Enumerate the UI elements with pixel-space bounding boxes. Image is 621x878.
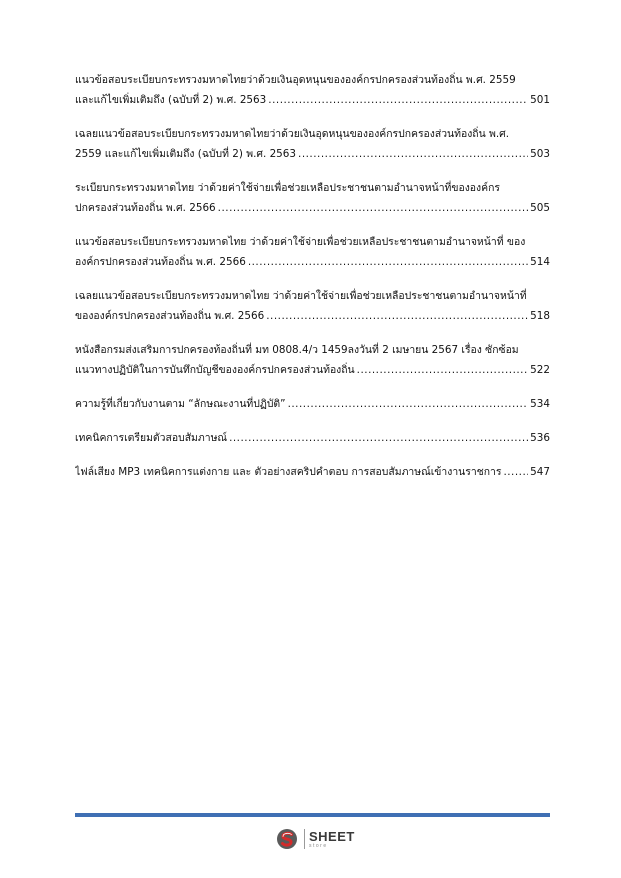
logo-separator (304, 829, 305, 849)
toc-entry[interactable] (75, 124, 550, 164)
toc-entry-title-line: เฉลยแนวข้อสอบระเบียบกระทรวงมหาดไทยว่าด้วยเงินอุดหนุนขององค์กรปกครองส่วนท้องถิ่น พ.ศ. (75, 128, 510, 140)
toc-entry-title-continuation: องค์กรปกครองส่วนท้องถิ่น พ.ศ. 2566 (75, 256, 246, 268)
toc-page-number: 536 (530, 432, 550, 444)
table-of-contents (75, 70, 550, 496)
toc-page-number: 522 (530, 364, 550, 376)
logo-text (309, 830, 355, 849)
toc-entry-title: ไฟล์เสียง MP3 เทคนิคการแต่งกาย และ ตัวอย่างสคริปคำตอบ การสอบสัมภาษณ์เข้างานราชการ (75, 466, 502, 478)
toc-entry[interactable] (75, 428, 550, 448)
toc-entry[interactable] (75, 232, 550, 272)
toc-entry[interactable] (75, 340, 550, 380)
dot-leader (357, 360, 529, 380)
toc-entry-title-line: แนวข้อสอบระเบียบกระทรวงมหาดไทย ว่าด้วยค่าใช้จ่ายเพื่อช่วยเหลือประชาชนตามอำนาจหน้าที่ ของ (75, 236, 526, 248)
toc-entry[interactable] (75, 462, 550, 482)
dot-leader (298, 144, 528, 164)
logo-wordmark: SHEET (309, 828, 355, 844)
toc-entry-title-continuation: และแก้ไขเพิ่มเติมถึง (ฉบับที่ 2) พ.ศ. 2563 (75, 94, 267, 106)
toc-page-number: 505 (530, 202, 550, 214)
toc-entry-title: ความรู้ที่เกี่ยวกับงานตาม “ลักษณะงานที่ปฏิบัติ” (75, 398, 286, 410)
toc-entry-last-line (75, 198, 550, 218)
toc-entry-last-line (75, 252, 550, 272)
toc-page-number: 503 (530, 148, 550, 160)
toc-entry-title-continuation: แนวทางปฏิบัติในการบันทึกบัญชีขององค์กรปกครองส่วนท้องถิ่น (75, 364, 355, 376)
toc-entry-last-line (75, 306, 550, 326)
toc-page-number: 514 (530, 256, 550, 268)
toc-entry-last-line (75, 360, 550, 380)
toc-entry-title: เทคนิคการเตรียมตัวสอบสัมภาษณ์ (75, 432, 228, 444)
toc-entry-title-line: ระเบียบกระทรวงมหาดไทย ว่าด้วยค่าใช้จ่ายเพื่อช่วยเหลือประชาชนตามอำนาจหน้าที่ขององค์กร (75, 182, 500, 194)
dot-leader (503, 462, 528, 482)
dot-leader (248, 252, 528, 272)
toc-page-number: 501 (530, 94, 550, 106)
sheet-store-logo (276, 824, 355, 854)
dot-leader (288, 394, 529, 414)
toc-entry[interactable] (75, 286, 550, 326)
toc-entry-last-line (75, 144, 550, 164)
footer-divider (75, 813, 550, 817)
toc-page-number: 547 (530, 466, 550, 478)
sheet-s-logo-icon (276, 828, 298, 850)
toc-entry[interactable] (75, 70, 550, 110)
toc-entry-title-continuation: ขององค์กรปกครองส่วนท้องถิ่น พ.ศ. 2566 (75, 310, 265, 322)
toc-page-number: 534 (530, 398, 550, 410)
toc-entry-last-line (75, 394, 550, 414)
toc-entry[interactable] (75, 178, 550, 218)
toc-entry-title-continuation: ปกครองส่วนท้องถิ่น พ.ศ. 2566 (75, 202, 216, 214)
dot-leader (229, 428, 528, 448)
toc-page-number: 518 (530, 310, 550, 322)
toc-entry-title-line: หนังสือกรมส่งเสริมการปกครองท้องถิ่นที่ มท 0808.4/ว 1459ลงวันที่ 2 เมษายน 2567 เรื่อง ซักซ้อม (75, 344, 519, 356)
dot-leader (268, 90, 528, 110)
dot-leader (266, 306, 528, 326)
dot-leader (218, 198, 528, 218)
toc-entry-last-line (75, 90, 550, 110)
toc-entry-title-continuation: 2559 และแก้ไขเพิ่มเติมถึง (ฉบับที่ 2) พ.ศ. 2563 (75, 148, 297, 160)
toc-entry[interactable] (75, 394, 550, 414)
toc-entry-last-line (75, 462, 550, 482)
toc-entry-last-line (75, 428, 550, 448)
toc-entry-title-line: เฉลยแนวข้อสอบระเบียบกระทรวงมหาดไทย ว่าด้วยค่าใช้จ่ายเพื่อช่วยเหลือประชาชนตามอำนาจหน้าที่ (75, 290, 527, 302)
logo-subtext: store (309, 842, 328, 849)
toc-entry-title-line: แนวข้อสอบระเบียบกระทรวงมหาดไทยว่าด้วยเงินอุดหนุนขององค์กรปกครองส่วนท้องถิ่น พ.ศ. 2559 (75, 74, 516, 86)
